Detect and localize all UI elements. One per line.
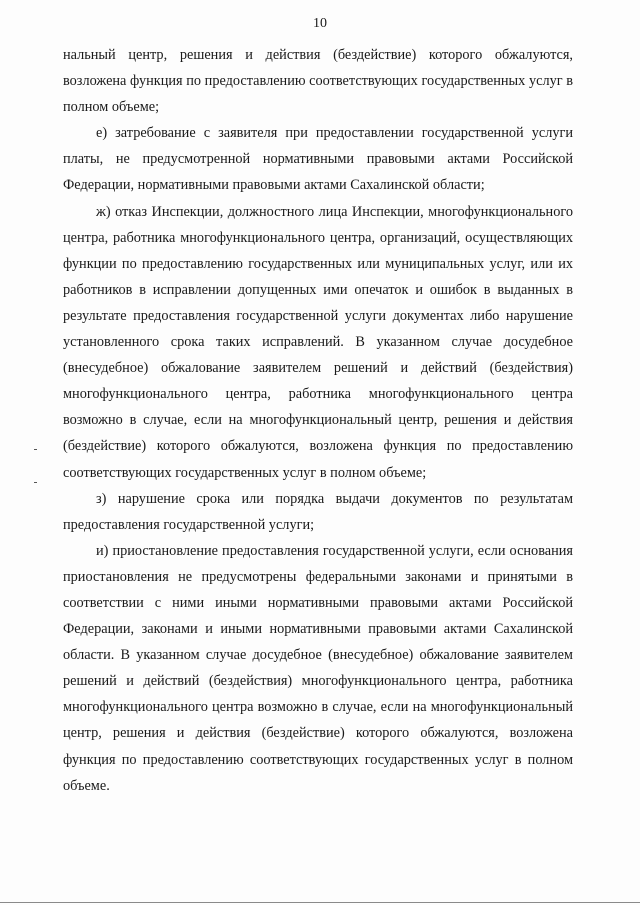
paragraph-item-zh: ж) отказ Инспекции, должностного лица Инспекции, многофункционального центра, работника многофункционального центра, организаций, осуществляющих функции по предоставлению государственных или муниципальных услуг, или их работников в исправлении допущенных ими опечаток и ошибок в выданных в результате предоставления государственной услуги документах либо нарушение установленного срока таких исправлений. В указанном случае досудебное (внесудебное) обжалование заявителем решений и действий (бездействия) многофункционального центра, работника многофункционального центра возможно в случае, если на многофункциональный центр, решения и действия (бездействие) которого обжалуются, возложена функция по предоставлению соответствующих государственных услуг в полном объеме; (63, 203, 573, 481)
scan-mark (34, 482, 37, 483)
paragraph-item-i: и) приостановление предоставления государственной услуги, если основания приостановления не предусмотрены федеральными законами и принятыми в соответствии с ними иными нормативными правовыми актами Российской Федерации, законами и иными нормативными правовыми актами Сахалинской области. В указанном случае досудебное (внесудебное) обжалование заявителем решений и действий (бездействия) многофункционального центра, работника многофункционального центра возможно в случае, если на многофункциональный центр, решения и действия (бездействие) которого обжалуются, возложена функция по предоставлению соответствующих государственных услуг в полном объеме. (63, 542, 573, 794)
paragraph-item-z: з) нарушение срока или порядка выдачи документов по результатам предоставления государственной услуги; (63, 490, 573, 533)
paragraph-item-e: е) затребование с заявителя при предоставлении государственной услуги платы, не предусмотренной нормативными правовыми актами Российской Федерации, нормативными правовыми актами Сахалинской области; (63, 125, 573, 194)
page-edge (0, 902, 640, 903)
paragraph-continuation: нальный центр, решения и действия (бездействие) которого обжалуются, возложена функция по предоставлению соответствующих государственных услуг в полном объеме; (63, 47, 573, 116)
page-number: 10 (313, 16, 327, 31)
scan-mark (34, 449, 37, 450)
document-body (63, 42, 573, 799)
